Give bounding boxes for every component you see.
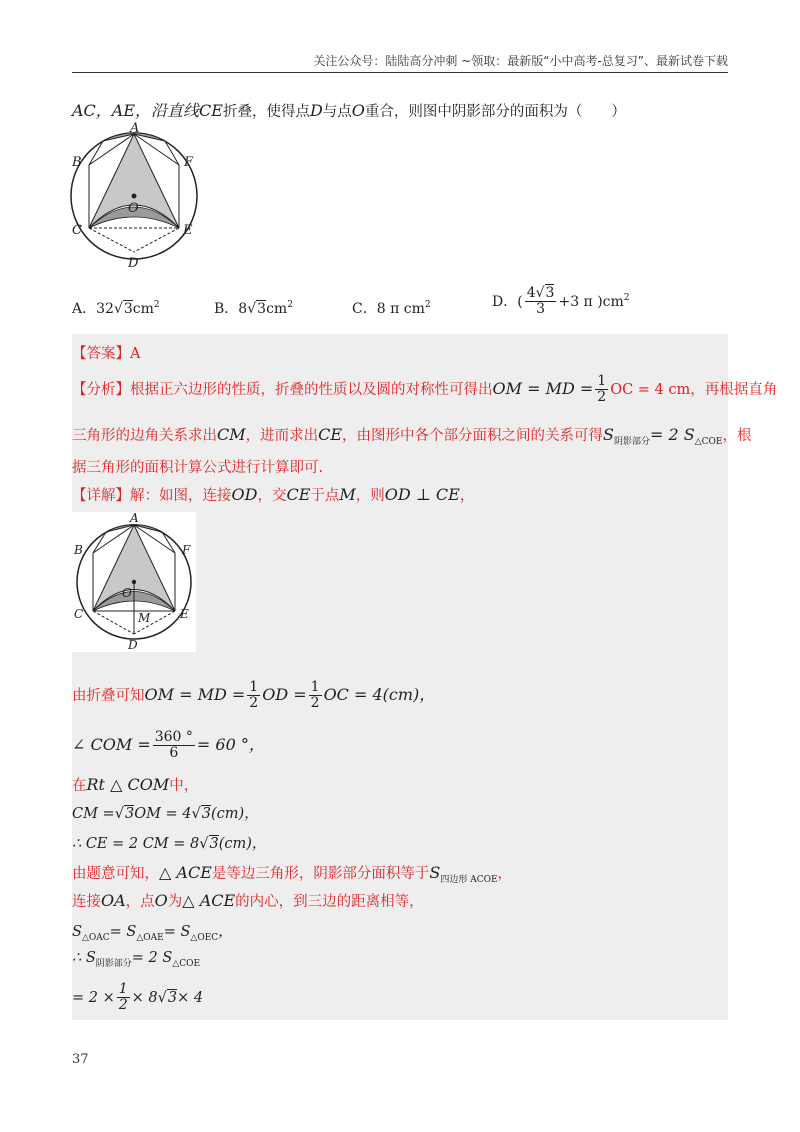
answer-tag: 【答案】 (72, 346, 130, 362)
fig2-label-a: A (130, 512, 139, 525)
step-7-g: 的内心，到三边的距离相等， (235, 894, 424, 910)
option-d-fraction: $\frac{4√3}{3}$ (526, 285, 555, 318)
step-4-radicand: 3 (124, 806, 135, 822)
step-8-sub-2: △OAE (136, 933, 164, 943)
answer-line (72, 342, 140, 363)
step-9-sub-2: △COE (172, 959, 201, 969)
step-1 (72, 680, 435, 712)
step-8-eq-1: = S (109, 924, 137, 940)
step-9 (72, 950, 200, 969)
step-5-a: ∴ CE = 2 CM = 8 (72, 836, 200, 852)
analysis-math-1: OM = MD = (492, 378, 594, 398)
answer-value: A (130, 346, 141, 362)
step-6-tail: ， (497, 866, 513, 882)
step-6-sub: 四边形 ACOE (440, 875, 498, 885)
step-1-fraction-a: $\frac{1}{2}$ (249, 679, 259, 712)
step-4: CM =√3OM = 4√3(cm)， (72, 806, 259, 822)
step-6-a: 由题意可知， (72, 866, 159, 882)
analysis-mid-3: ，由图形中各个部分面积之间的关系可得 (342, 428, 604, 444)
step-6-s: S (429, 863, 441, 882)
option-d-denominator: 3 (536, 301, 546, 318)
fig2-label-b: B (74, 543, 83, 557)
geometry-figure-2 (72, 512, 196, 652)
detail-perp: OD ⊥ CE (384, 485, 460, 504)
step-5-radicand: 3 (209, 836, 219, 852)
option-b[interactable]: B．$8√3cm^2$ (214, 300, 293, 317)
step-3 (72, 774, 198, 795)
step-10-a: = 2 × (72, 989, 115, 1006)
option-b-exponent: 2 (287, 300, 293, 310)
option-a[interactable]: A．$32√3cm^2$ (72, 300, 160, 317)
step-8-eq-2: = S (163, 924, 191, 940)
step-7-e: 为 (167, 894, 183, 910)
step-6 (72, 862, 512, 885)
detail-mid-3: ，则 (355, 488, 385, 504)
option-a-unit: cm (132, 301, 154, 317)
fig1-label-a: A (130, 122, 140, 136)
step-7-b: OA (101, 891, 126, 910)
step-1-tail: OC = 4(cm)， (323, 684, 436, 704)
detail-line (72, 484, 474, 505)
step-10-denominator: 2 (118, 997, 128, 1014)
step-8-s: S (72, 924, 82, 940)
step-8 (72, 920, 233, 943)
step-5: ∴ CE = 2 CM = 8√3(cm)， (72, 836, 267, 852)
step-10: = 2 × $\frac{1}{2}$ × 8√3× 4 (72, 981, 204, 1014)
step-2-fraction (153, 730, 195, 762)
option-a-radicand: 3 (123, 301, 133, 317)
question-mid2: 与点 (322, 104, 352, 120)
question-d: D (309, 101, 323, 120)
detail-mid: ，交 (257, 488, 287, 504)
option-d-numerator: 4 (526, 285, 536, 301)
step-1-text: 由折叠可知 (72, 687, 145, 704)
fig2-label-f: F (182, 543, 191, 557)
page-header: 关注公众号：陆陆高分冲刺 ~领取：最新版“小中高考-总复习”、最新试卷下载 (313, 54, 728, 68)
analysis-line-3: 据三角形的面积计算公式进行计算即可. (72, 460, 324, 476)
geometry-figure-1 (62, 122, 212, 272)
question-suffix: 重合，则图中阴影部分的面积为（ ） (364, 104, 626, 120)
step-10-radicand: 3 (167, 989, 178, 1006)
fig1-label-d: D (128, 256, 139, 271)
option-c-label: C． (352, 301, 377, 317)
step-3-b: Rt △ COM (86, 775, 170, 794)
step-4-b: OM = 4 (134, 806, 192, 822)
option-b-label: B． (214, 301, 239, 317)
step-3-c: 中， (169, 778, 199, 794)
step-6-c: 是等边三角形，阴影部分面积等于 (211, 866, 430, 882)
detail-m: M (339, 485, 356, 504)
step-1-fraction-b: $\frac{1}{2}$ (310, 679, 320, 712)
step-8-sub-3: △OEC (190, 933, 219, 943)
step-7-d: O (154, 891, 168, 910)
step-10-numerator: 1 (118, 981, 128, 997)
fig1-label-b: B (72, 155, 82, 170)
step-9-sub-1: 阴影部分 (95, 959, 132, 969)
option-a-label: A． (72, 301, 97, 317)
detail-tag: 【详解】 (72, 488, 130, 504)
detail-comma: ， (459, 488, 475, 504)
step-2-angle: ∠ COM = (72, 734, 151, 754)
fig2-label-c: C (74, 607, 84, 621)
fig1-label-c: C (72, 223, 82, 238)
question-prefix: AC，AE，沿直线 (72, 101, 200, 120)
detail-text: 解：如图，连接 (130, 488, 232, 504)
step-7-a: 连接 (72, 894, 101, 910)
step-2-tail: = 60 °， (196, 734, 265, 754)
step-3-a: 在 (72, 778, 87, 794)
detail-od: OD (231, 485, 258, 504)
fig2-label-o: O (122, 586, 132, 600)
step-10-tail: × 4 (177, 989, 204, 1006)
step-10-fraction (117, 982, 130, 1014)
step-4-a: CM = (72, 806, 115, 822)
option-d-label: D． (492, 293, 518, 310)
option-c-exponent: 2 (424, 300, 431, 310)
fig1-label-f: F (184, 155, 194, 170)
detail-mid-2: 于点 (310, 488, 340, 504)
option-d-rest: +3 π )cm (558, 293, 624, 310)
step-9-a: ∴ S (72, 950, 96, 966)
step-5-tail: (cm)， (218, 836, 267, 852)
question-o: O (351, 101, 365, 120)
analysis-tail-1: OC = 4 cm，再根据直角 (610, 381, 778, 398)
option-a-exponent: 2 (153, 300, 160, 310)
analysis-sub-1: 阴影部分 (614, 437, 651, 447)
step-8-sub-1: △OAC (81, 933, 110, 943)
analysis-fraction: $\frac{1}{2}$ (597, 373, 607, 406)
analysis-tag: 【分析】 (72, 381, 130, 398)
step-2-numerator: 360 ° (154, 729, 193, 745)
step-6-b: △ ACE (159, 863, 212, 882)
option-b-radicand: 3 (257, 301, 267, 317)
step-8-tail: ， (218, 924, 233, 940)
step-9-eq: = 2 S (131, 950, 173, 966)
option-a-value: 32 (96, 301, 114, 317)
question-ce: CE (199, 101, 223, 120)
analysis-tail-2: ，根 (722, 428, 752, 444)
analysis-cm: CM (217, 425, 246, 444)
option-b-unit: cm (266, 301, 288, 317)
analysis-text-2: 三角形的边角关系求出 (72, 428, 217, 444)
question-text (72, 98, 626, 121)
step-4-radicand-2: 3 (201, 806, 211, 822)
analysis-line-1 (72, 374, 777, 406)
question-mid1: 折叠，使得点 (222, 104, 310, 120)
analysis-s: S (603, 425, 615, 444)
header-rule (72, 72, 728, 73)
fig1-label-e: E (183, 223, 193, 238)
option-c[interactable] (352, 298, 431, 318)
fig2-label-d: D (128, 638, 138, 652)
option-d-radicand: 3 (545, 285, 555, 301)
step-7-c: ，点 (125, 894, 155, 910)
option-d-exponent: 2 (623, 292, 630, 303)
step-2-denominator: 6 (169, 745, 179, 762)
analysis-ce: CE (318, 425, 343, 444)
analysis-sub-2: △COE (694, 437, 723, 447)
step-1-mid: OD = (262, 684, 307, 704)
option-b-value: 8 (238, 301, 248, 317)
analysis-line-2 (72, 424, 752, 447)
analysis-text-1: 根据正六边形的性质，折叠的性质以及圆的对称性可得出 (130, 381, 493, 398)
fig2-label-e: E (180, 607, 189, 621)
option-c-value: 8 π cm (376, 301, 425, 317)
page-number: 37 (72, 1052, 89, 1067)
detail-ce: CE (286, 485, 311, 504)
fig2-label-m: M (138, 611, 151, 625)
step-7-f: △ ACE (182, 891, 236, 910)
analysis-eq: = 2 S (650, 425, 695, 444)
step-4-tail: (cm)， (211, 806, 259, 822)
step-1-math: OM = MD = (144, 684, 246, 704)
step-10-b: × 8 (131, 989, 158, 1006)
fig1-label-o: O (128, 201, 139, 216)
step-2 (72, 730, 265, 762)
step-7 (72, 890, 424, 911)
analysis-mid-2: ，进而求出 (245, 428, 319, 444)
option-d[interactable]: D．( $\frac{4√3}{3}$ +3 π )$cm^2$ (492, 285, 630, 318)
